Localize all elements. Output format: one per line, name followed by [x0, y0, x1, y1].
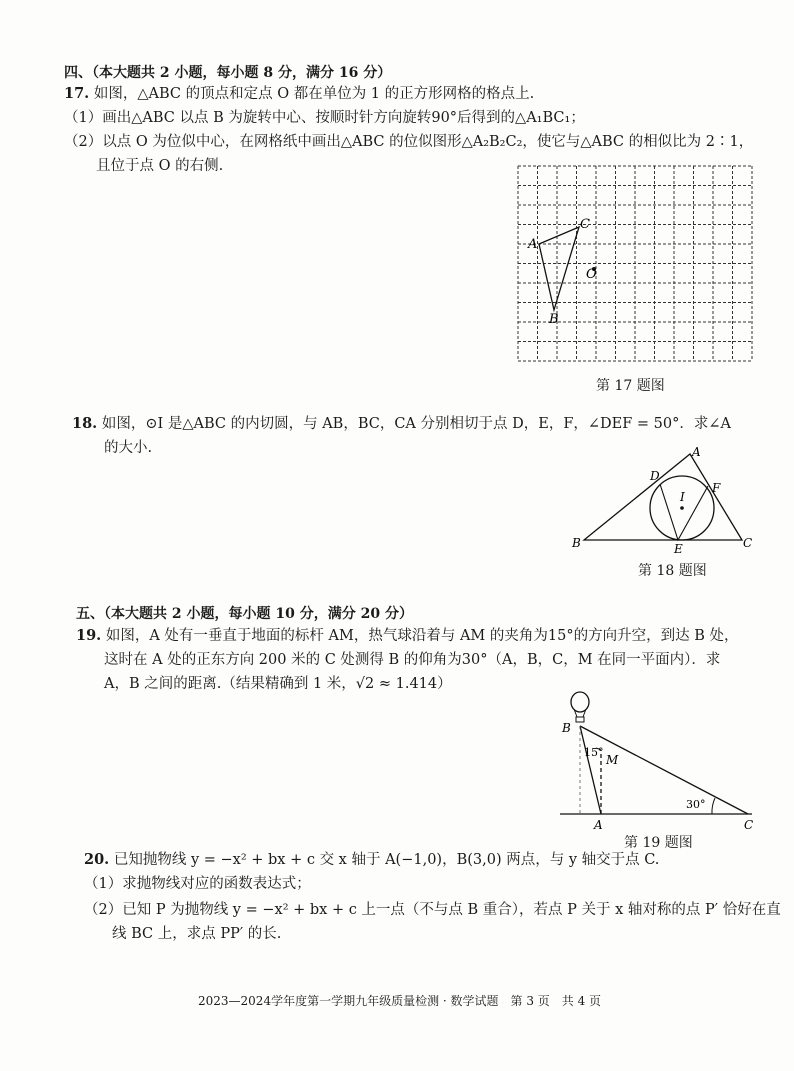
q18-triangle-abc [584, 454, 742, 540]
q17-number: 17. [64, 85, 90, 102]
page-footer: 2023—2024学年度第一学期九年级质量检测 · 数学试题 第 3 页 共 4 页 [198, 994, 602, 1008]
q19-label-m: M [606, 753, 619, 767]
q18-label-i: I [680, 490, 685, 504]
q17-label-c: C [580, 217, 590, 232]
q19-label-c: C [744, 818, 754, 832]
q18-label-b: B [572, 536, 581, 550]
q18-label-d: D [650, 469, 660, 483]
q18-label-e: E [674, 542, 683, 556]
q17-part2-line2: 且位于点 O 的右侧. [96, 158, 224, 174]
section5-heading: 五、（本大题共 2 小题，每小题 10 分，满分 20 分） [76, 606, 413, 622]
q20-part2-line2: 线 BC 上，求点 PP′ 的长. [112, 926, 282, 942]
q17-part1: （1）画出△ABC 以点 B 为旋转中心、按顺时针方向旋转90°后得到的△A₁BC₁； [64, 110, 585, 126]
q19-line2: 这时在 A 处的正东方向 200 米的 C 处测得 B 的仰角为30°（A，B，C，M 在同一平面内）．求 [104, 652, 721, 668]
q19-caption: 第 19 题图 [624, 835, 693, 851]
q18-caption: 第 18 题图 [638, 563, 707, 579]
q19-line1-wrap [76, 624, 738, 648]
q18-label-a: A [692, 445, 701, 459]
q17-stem-line [64, 82, 534, 106]
q18-figure [568, 444, 768, 556]
q18-number: 18. [72, 415, 98, 432]
q18-line1-wrap [72, 412, 731, 436]
q17-triangle-abc [539, 227, 579, 310]
q18-line2: 的大小. [104, 440, 153, 456]
q17-part2-line1: （2）以点 O 为位似中心，在网格纸中画出△ABC 的位似图形△A₂B₂C₂，使它与△ABC 的相似比为 2∶1， [64, 134, 754, 150]
q18-center-i [680, 506, 684, 510]
q17-label-o: O [586, 267, 597, 282]
q20-line1: 已知抛物线 y = −x² + bx + c 交 x 轴于 A(−1,0)，B(3,0) 两点，与 y 轴交于点 C. [113, 852, 660, 868]
q17-stem: 如图，△ABC 的顶点和定点 O 都在单位为 1 的正方形网格的格点上. [93, 86, 535, 102]
q17-grid-figure [508, 160, 748, 372]
q20-part2-line1: （2）已知 P 为抛物线 y = −x² + bx + c 上一点（不与点 B 重合），若点 P 关于 x 轴对称的点 P′ 恰好在直 [84, 902, 781, 918]
q19-label-angle30: 30° [686, 798, 706, 811]
q18-line1: 如图，⊙I 是△ABC 的内切圆，与 AB，BC，CA 分别相切于点 D，E，F，∠DEF = 50°．求∠A [101, 416, 731, 432]
q18-label-c: C [743, 536, 753, 550]
q19-label-a: A [594, 818, 603, 832]
q19-line3: A，B 之间的距离.（结果精确到 1 米，√2 ≈ 1.414） [104, 676, 452, 692]
section4-heading: 四、（本大题共 2 小题，每小题 8 分，满分 16 分） [64, 65, 392, 81]
q19-label-angle15: 15° [584, 746, 604, 759]
q20-line1-wrap [84, 848, 659, 872]
q19-figure [560, 690, 760, 830]
q19-line1: 如图，A 处有一垂直于地面的标杆 AM，热气球沿着与 AM 的夹角为15°的方向升空，到达 B 处， [105, 628, 739, 644]
q19-number: 19. [76, 627, 102, 644]
q17-label-a: A [528, 237, 538, 252]
q19-line-bc [580, 726, 748, 814]
q19-label-b: B [562, 721, 571, 735]
q19-line-ab [580, 726, 601, 814]
q18-label-f: F [712, 481, 721, 495]
q17-grid [518, 166, 752, 361]
q20-part1: （1）求抛物线对应的函数表达式； [84, 876, 311, 892]
q20-number: 20. [84, 851, 110, 868]
q17-label-b: B [549, 312, 559, 327]
q17-caption: 第 17 题图 [596, 378, 665, 394]
q19-angle-30-arc [712, 798, 715, 814]
balloon-icon [571, 692, 589, 722]
